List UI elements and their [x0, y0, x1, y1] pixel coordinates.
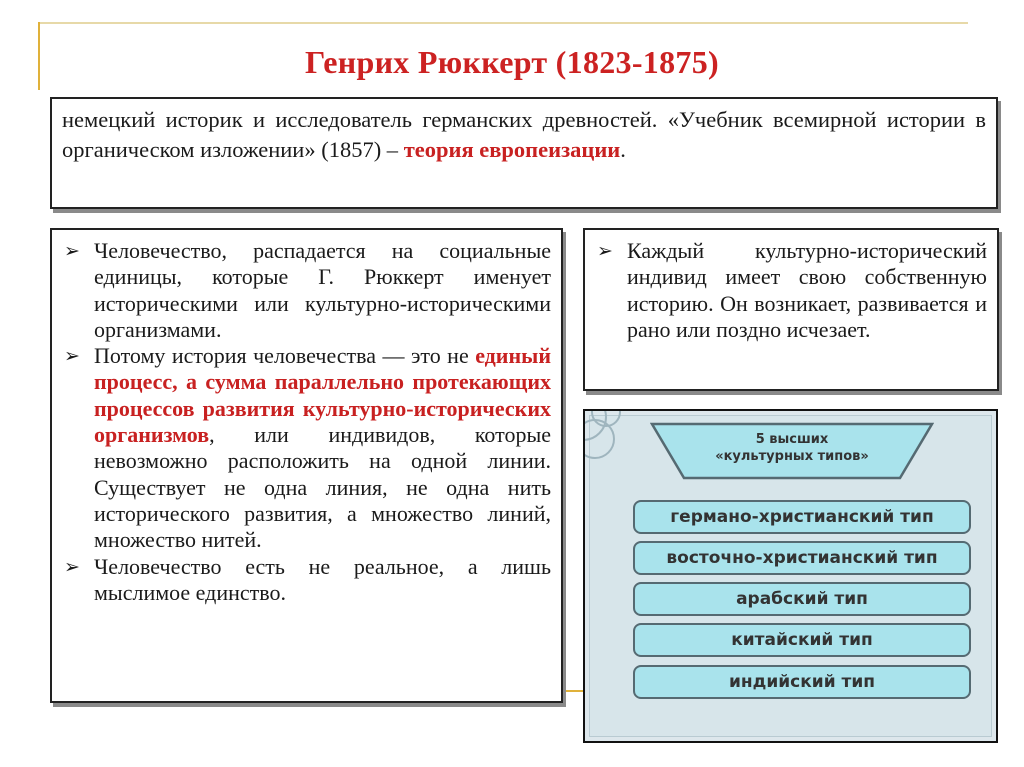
- type-indian: индийский тип: [633, 665, 971, 699]
- left-text-box: [50, 228, 563, 703]
- bullet-text: Человечество, распадается на социальные единицы, которые Г. Рюккерт именует историческими или культурно-историческими организмами.: [94, 238, 551, 342]
- type-chinese: китайский тип: [633, 623, 971, 657]
- intro-box: [50, 97, 998, 209]
- bullet-item: [597, 238, 987, 343]
- decorative-top-line: [38, 22, 968, 24]
- highlighted-text: единый процесс, а сумма параллельно протекающих процессов развития культурно-исторических организмов: [94, 343, 551, 448]
- type-eastern-christian: восточно-христианский тип: [633, 541, 971, 575]
- right-bullet-list: [597, 238, 987, 343]
- arrow-bullet-icon: ➢: [64, 555, 80, 578]
- bullet-item: [64, 343, 551, 553]
- arrow-bullet-icon: ➢: [64, 345, 80, 368]
- diagram-header-line2: «культурных типов»: [715, 449, 869, 464]
- bullet-text: Каждый культурно-исторический индивид имеет свою собственную историю. Он возникает, развивается и рано или поздно исчезает.: [627, 238, 987, 342]
- diagram-header-text: [650, 431, 934, 465]
- type-german-christian: германо-христианский тип: [633, 500, 971, 534]
- bullet-item: [64, 554, 551, 607]
- type-arabic: арабский тип: [633, 582, 971, 616]
- bullet-text: , или индивидов, которые невозможно расположить на одной линии. Существует не одна линия, не одна нить исторического развития, а множество линий, множество нитей.: [94, 422, 551, 553]
- bullet-text: Потому история человечества — это не: [94, 343, 476, 369]
- left-bullet-list: [64, 238, 551, 606]
- intro-end: .: [620, 137, 626, 162]
- right-text-box: [583, 228, 999, 391]
- intro-highlight: теория европеизации: [403, 137, 621, 162]
- diagram-header-line1: 5 высших: [755, 432, 829, 447]
- bullet-text: Человечество есть не реальное, а лишь мыслимое единство.: [94, 553, 551, 605]
- bullet-item: [64, 238, 551, 343]
- arrow-bullet-icon: ➢: [597, 240, 613, 262]
- slide-title: Генрих Рюккерт (1823-1875): [305, 44, 719, 80]
- intro-text: немецкий историк и исследователь германских древностей. «Учебник всемирной истории в органическом изложении» (1857) –: [62, 107, 986, 162]
- arrow-bullet-icon: ➢: [64, 240, 80, 262]
